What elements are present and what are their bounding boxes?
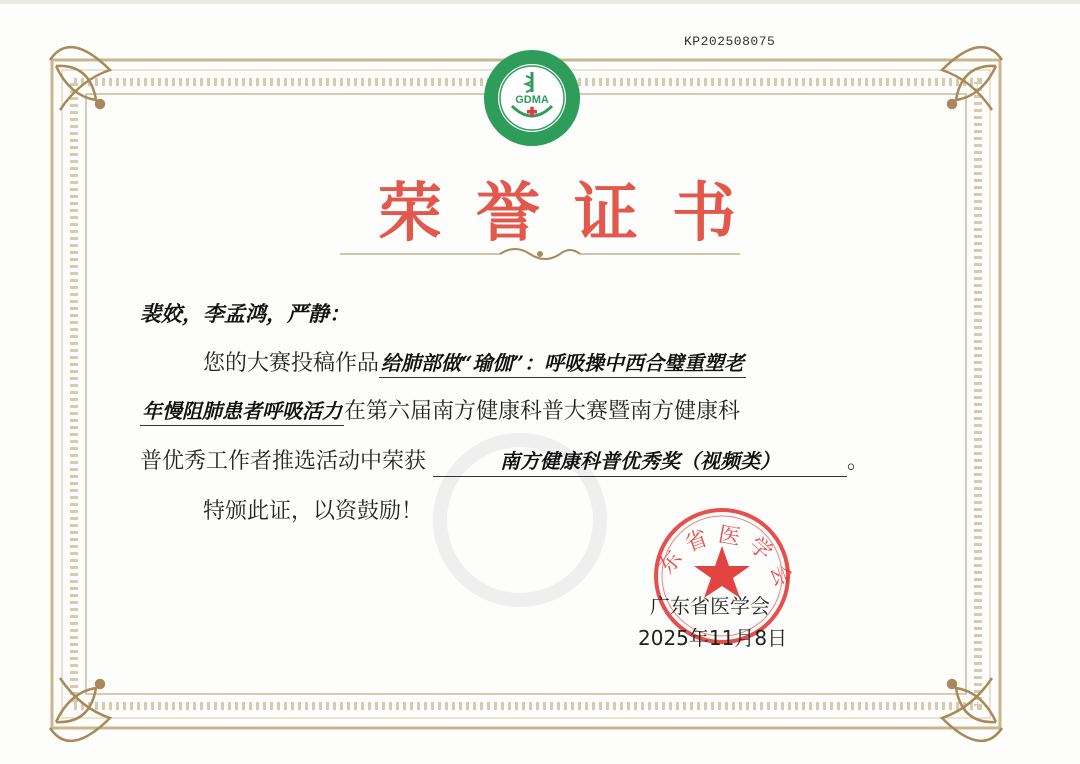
work-title-part1: 给肺部做“瑜伽”：呼吸操中西合璧重塑老: [379, 351, 746, 378]
closing-line: 特颁此证，以资鼓励！: [203, 499, 424, 524]
body-line-2: [140, 394, 740, 425]
seal-text: 东省医学会: [654, 522, 798, 598]
corner-ornament-top-left: [50, 47, 110, 110]
line3-suffix: 。: [847, 449, 870, 474]
issue-date: 2025年11月8日: [638, 626, 788, 650]
line3-prefix: 普优秀工作者推选活动中荣获: [140, 449, 427, 474]
issuer-name: 广东省医学会: [650, 594, 770, 618]
work-title-part2: 年慢阻肺患者呼吸活力: [140, 399, 344, 426]
award-name: 南方健康科普优秀奖（视频类）: [433, 445, 847, 477]
logo-text: GDMA: [515, 94, 549, 106]
gdma-logo: [482, 48, 582, 148]
certificate-title: 荣誉证书: [378, 176, 770, 251]
recipients: 裴姣，李孟鸿，严静：: [140, 301, 350, 326]
line1-prefix: 您的大赛投稿作品: [203, 351, 380, 376]
serial-number: KP202508075: [684, 34, 776, 49]
title-divider: [330, 244, 750, 264]
body-line-3: [140, 444, 869, 477]
line2-suffix: 在第六届南方健康科普大赛暨南方健康科: [344, 399, 741, 424]
corner-ornament-bottom-left: [50, 678, 110, 741]
body-line-1: [203, 346, 746, 377]
